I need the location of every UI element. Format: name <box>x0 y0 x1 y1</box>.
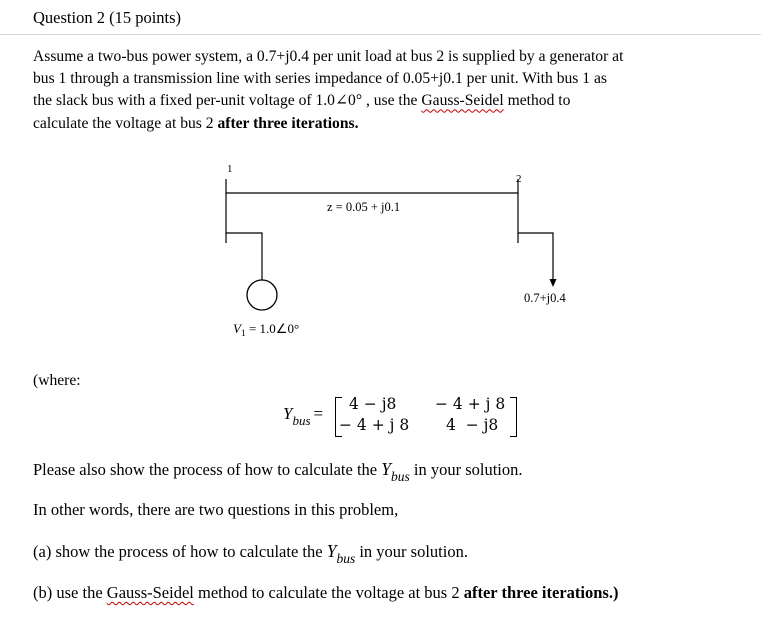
matrix-cell-21: − 4 + j 8 <box>339 416 410 434</box>
v1-subscript: 1 <box>240 329 246 339</box>
load-label: 0.7+j0.4 <box>524 291 566 305</box>
instruction-4b: method to calculate the voltage at bus 2 <box>193 583 464 602</box>
ybus-inline-1-sub: bus <box>390 468 410 484</box>
load-arrow-icon <box>550 279 557 287</box>
instruction-4a: (b) use the <box>33 583 107 602</box>
load-lead <box>518 233 553 283</box>
instruction-1b: in your solution. <box>409 460 523 479</box>
bus-1-label: 1 <box>227 163 233 175</box>
ybus-inline-2-y: Y <box>326 541 337 561</box>
instruction-line-4 <box>33 583 618 603</box>
instruction-4-bold: after three iterations.) <box>463 583 619 602</box>
ybus-equation <box>283 394 523 438</box>
bus-2-label: 2 <box>516 173 522 185</box>
gauss-seidel-term-2: Gauss-Seidel <box>106 583 194 602</box>
generator-symbol <box>247 280 277 310</box>
instruction-1a: Please also show the process of how to calculate the <box>33 460 382 479</box>
ybus-sub: bus <box>292 413 311 429</box>
ybus-equals: = <box>313 404 324 423</box>
v1-label <box>233 321 299 339</box>
ybus-matrix <box>335 394 517 438</box>
impedance-label: z = 0.05 + j0.1 <box>327 200 401 214</box>
instruction-line-2: In other words, there are two questions in this problem, <box>33 500 399 519</box>
generator-lead <box>226 233 262 280</box>
matrix-cell-22: 4 − j8 <box>446 416 499 434</box>
gauss-seidel-term: Gauss-Seidel <box>421 92 504 110</box>
problem-line-2: bus 1 through a transmission line with series impedance of 0.05+j0.1 per unit. With bus 1 as <box>33 70 607 88</box>
ybus-inline-1-y: Y <box>381 459 391 479</box>
problem-line-4a: calculate the voltage at bus 2 <box>33 114 218 132</box>
ybus-y: Y <box>283 404 293 423</box>
instruction-3b: in your solution. <box>355 542 468 561</box>
two-bus-diagram <box>0 155 761 350</box>
v1-symbol: V <box>233 321 241 336</box>
instruction-line-3 <box>33 541 468 566</box>
instruction-3a: (a) show the process of how to calculate the <box>33 542 327 561</box>
ybus-inline-1 <box>381 459 410 484</box>
ybus-inline-2-sub: bus <box>336 550 356 566</box>
problem-statement <box>33 46 755 135</box>
where-label: (where: <box>33 372 81 389</box>
problem-line-4-bold: after three iterations. <box>217 114 359 132</box>
instruction-line-1 <box>33 459 523 484</box>
problem-line-3a: the slack bus with a fixed per-unit voltage of 1.0∠0° , use the <box>33 92 422 110</box>
matrix-right-bracket <box>510 397 517 437</box>
ybus-inline-2 <box>326 541 356 566</box>
title-divider <box>0 34 761 35</box>
v1-value: = 1.0∠0° <box>245 321 300 336</box>
problem-line-3 <box>33 90 755 112</box>
matrix-cell-12: − 4 + j 8 <box>435 395 506 413</box>
problem-line-4 <box>33 113 755 135</box>
matrix-cell-11: 4 − j8 <box>349 395 397 413</box>
problem-line-3b: method to <box>503 92 571 110</box>
problem-line-1: Assume a two-bus power system, a 0.7+j0.4 per unit load at bus 2 is supplied by a generator at <box>33 48 624 65</box>
ybus-symbol <box>283 404 323 427</box>
question-title: Question 2 (15 points) <box>33 8 182 27</box>
